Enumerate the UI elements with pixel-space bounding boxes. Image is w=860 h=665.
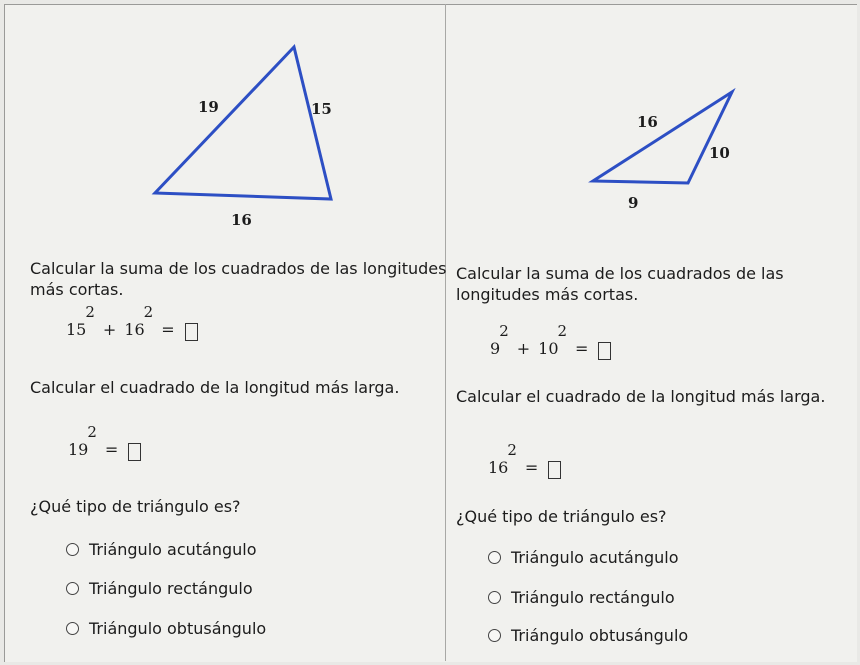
option-label: Triángulo rectángulo	[511, 588, 675, 607]
exponent: 2	[143, 303, 154, 321]
square-term: 16	[488, 458, 509, 477]
square-equation	[68, 423, 141, 459]
answer-box-sum[interactable]	[185, 323, 198, 341]
triangle-diagram-right	[452, 0, 852, 240]
side-label-top: 16	[637, 113, 658, 131]
option-right[interactable]	[488, 588, 675, 607]
triangle-right-shape	[593, 92, 732, 183]
question-text: ¿Qué tipo de triángulo es?	[456, 507, 667, 526]
sum-term-b: 16	[124, 320, 145, 339]
option-acute[interactable]	[488, 548, 679, 567]
sum-term-b: 10	[538, 339, 559, 358]
exponent: 2	[557, 322, 568, 340]
equals-sign: =	[104, 440, 119, 459]
radio-button[interactable]	[488, 591, 501, 604]
side-label-left: 19	[198, 98, 219, 116]
option-acute[interactable]	[66, 540, 257, 559]
option-obtuse[interactable]	[488, 626, 688, 645]
option-label: Triángulo obtusángulo	[89, 619, 267, 638]
equals-sign: =	[575, 339, 589, 358]
side-label-right: 15	[311, 100, 332, 118]
option-label: Triángulo acutángulo	[511, 548, 679, 567]
plus-sign: +	[102, 320, 117, 339]
exponent: 2	[87, 423, 97, 441]
answer-box-square[interactable]	[128, 443, 141, 461]
sum-equation	[66, 303, 198, 339]
question-text: ¿Qué tipo de triángulo es?	[30, 497, 241, 516]
sum-term-a: 9	[490, 339, 501, 358]
instruction-square: Calcular el cuadrado de la longitud más larga.	[30, 378, 400, 397]
instruction-sum: Calcular la suma de los cuadrados de las longitudes más cortas.	[456, 264, 784, 304]
option-right[interactable]	[66, 579, 253, 598]
option-label: Triángulo acutángulo	[89, 540, 257, 559]
sum-term-a: 15	[66, 320, 87, 339]
side-label-bottom: 9	[628, 194, 639, 212]
instruction-square: Calcular el cuadrado de la longitud más larga.	[456, 387, 826, 406]
answer-box-sum[interactable]	[598, 342, 611, 360]
instruction-sum: Calcular la suma de los cuadrados de las longitudes más cortas.	[30, 259, 447, 299]
equals-sign: =	[524, 458, 539, 477]
answer-box-square[interactable]	[548, 461, 561, 479]
radio-button[interactable]	[66, 582, 79, 595]
exponent: 2	[85, 303, 95, 321]
radio-button[interactable]	[66, 543, 79, 556]
radio-button[interactable]	[66, 622, 79, 635]
side-label-bottom: 16	[231, 211, 252, 229]
sum-equation	[490, 322, 611, 358]
option-obtuse[interactable]	[66, 619, 266, 638]
triangle-diagram-left	[28, 0, 448, 240]
side-label-right: 10	[709, 144, 730, 162]
radio-button[interactable]	[488, 629, 501, 642]
exponent: 2	[507, 441, 517, 459]
equals-sign: =	[161, 320, 175, 339]
plus-sign: +	[516, 339, 531, 358]
radio-button[interactable]	[488, 551, 501, 564]
square-equation	[488, 441, 561, 477]
option-label: Triángulo rectángulo	[89, 579, 253, 598]
triangle-left-shape	[155, 47, 331, 199]
option-label: Triángulo obtusángulo	[511, 626, 689, 645]
square-term: 19	[68, 440, 89, 459]
exponent: 2	[499, 322, 509, 340]
